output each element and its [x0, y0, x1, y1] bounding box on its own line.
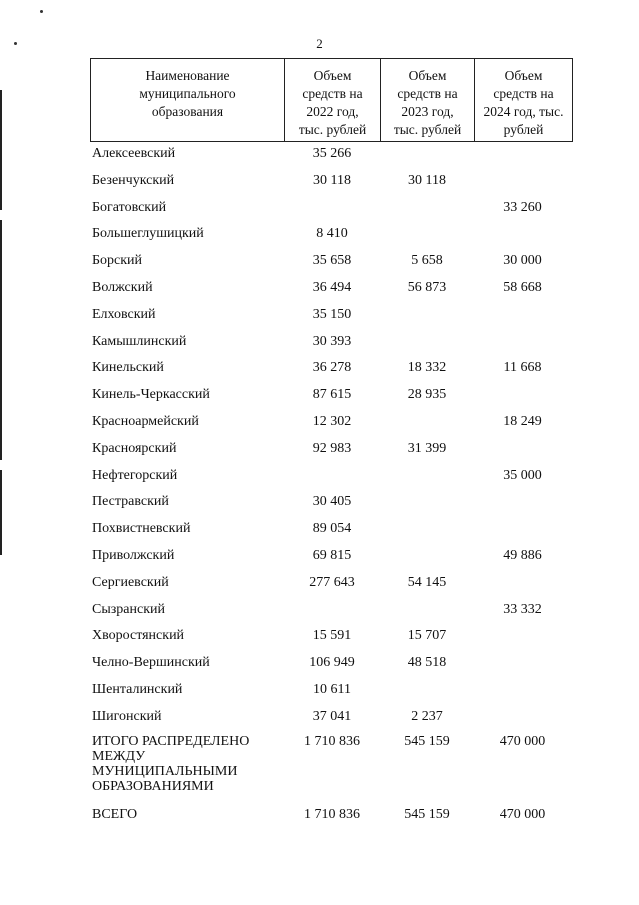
- municipality-name: Кинель-Черкасский: [92, 387, 210, 403]
- value-2024: 58 668: [503, 280, 542, 295]
- value-2022: 35 266: [312, 146, 352, 161]
- municipality-name: Хворостянский: [92, 628, 185, 644]
- value-2024: 18 249: [503, 414, 542, 429]
- municipality-name: Нефтегорский: [92, 467, 178, 483]
- grand-total-2024: 470 000: [499, 807, 546, 822]
- value-2024: 33 260: [503, 199, 542, 215]
- municipality-name: Похвистневский: [92, 521, 191, 537]
- value-2022: 8 410: [316, 226, 348, 242]
- value-2022: 12 302: [312, 414, 352, 429]
- header-name: Наименование муниципального образования: [91, 59, 285, 141]
- table-header: [90, 58, 573, 142]
- value-2022: 92 983: [312, 440, 352, 456]
- header-2024: Объем средств на 2024 год, тыс. рублей: [483, 68, 564, 137]
- value-2022: 36 494: [312, 280, 352, 295]
- table-row: [90, 387, 573, 409]
- value-2023: 2 237: [411, 708, 443, 724]
- scan-margin-line: [0, 470, 2, 555]
- table-row: [90, 414, 573, 436]
- table-row: [90, 441, 573, 463]
- municipality-name: Шенталинский: [92, 682, 183, 697]
- municipality-name: Борский: [92, 253, 143, 269]
- table-row: [90, 655, 573, 677]
- total-distributed-2023: 545 159: [404, 734, 450, 749]
- value-2022: 10 611: [313, 682, 351, 697]
- scan-speck: [40, 10, 43, 13]
- table-row: [90, 280, 573, 302]
- value-2023: 18 332: [407, 360, 447, 376]
- table-row: [90, 200, 573, 222]
- value-2022: 35 658: [312, 253, 352, 269]
- value-2022: 30 118: [313, 172, 351, 188]
- value-2022: 30 393: [312, 333, 352, 349]
- table-row: [90, 628, 573, 650]
- municipality-name: Приволжский: [92, 548, 175, 563]
- municipality-name: Челно-Вершинский: [92, 655, 210, 671]
- total-distributed-label-line: МЕЖДУ: [92, 749, 146, 764]
- municipality-name: Елховский: [92, 306, 156, 322]
- table-row: [90, 468, 573, 490]
- grand-total-row: [90, 807, 573, 829]
- total-distributed-label-line: МУНИЦИПАЛЬНЫМИ: [92, 764, 238, 779]
- value-2023: 15 707: [407, 628, 447, 644]
- grand-total-2023: 545 159: [404, 807, 450, 822]
- value-2023: 48 518: [407, 655, 447, 671]
- value-2024: 35 000: [503, 467, 542, 483]
- municipality-name: Богатовский: [92, 199, 167, 215]
- page-number: 2: [316, 36, 323, 51]
- table-row: [90, 307, 573, 329]
- municipality-name: Красноармейский: [92, 414, 199, 429]
- grand-total-label: ВСЕГО: [92, 807, 138, 822]
- value-2022: 89 054: [312, 521, 352, 537]
- municipality-name: Кинельский: [92, 360, 164, 376]
- municipality-name: Сызранский: [92, 601, 165, 617]
- value-2022: 69 815: [312, 548, 352, 563]
- municipality-name: Шигонский: [92, 708, 162, 724]
- table-row: [90, 575, 573, 597]
- municipality-name: Волжский: [92, 280, 153, 295]
- total-distributed-row: [90, 734, 573, 756]
- table-row: [90, 709, 573, 731]
- value-2023: 28 935: [407, 387, 447, 403]
- table-row: [90, 334, 573, 356]
- value-2022: 30 405: [312, 494, 352, 510]
- scan-margin-line: [0, 220, 2, 460]
- grand-total-2022: 1 710 836: [304, 807, 360, 822]
- table-row: [90, 521, 573, 543]
- municipality-name: Сергиевский: [92, 574, 169, 590]
- value-2022: 37 041: [312, 708, 352, 724]
- total-distributed-label-line: ИТОГО РАСПРЕДЕЛЕНО: [92, 734, 250, 749]
- municipality-name: Камышлинский: [92, 333, 187, 349]
- value-2022: 106 949: [309, 655, 355, 671]
- municipality-name: Пестравский: [92, 494, 169, 510]
- value-2024: 33 332: [503, 601, 542, 617]
- table-row: [90, 682, 573, 704]
- total-distributed-2024: 470 000: [499, 734, 546, 749]
- value-2022: 277 643: [309, 574, 355, 590]
- table-row: [90, 548, 573, 570]
- header-2023: Объем средств на 2023 год, тыс. рублей: [381, 59, 475, 141]
- table-row: [90, 146, 573, 168]
- value-2022: 87 615: [312, 387, 352, 403]
- municipality-name: Красноярский: [92, 440, 177, 456]
- scan-margin-line: [0, 90, 2, 210]
- value-2023: 56 873: [407, 280, 447, 295]
- value-2022: 36 278: [312, 360, 352, 376]
- value-2024: 30 000: [503, 253, 542, 269]
- municipality-name: Алексеевский: [92, 146, 176, 161]
- value-2024: 11 668: [503, 360, 542, 376]
- value-2022: 35 150: [312, 306, 352, 322]
- table-row: [90, 360, 573, 382]
- value-2023: 54 145: [407, 574, 447, 590]
- value-2022: 15 591: [312, 628, 352, 644]
- value-2023: 30 118: [408, 172, 446, 188]
- total-distributed-2022: 1 710 836: [304, 734, 360, 749]
- value-2024: 49 886: [503, 548, 542, 563]
- header-2022: Объем средств на 2022 год, тыс. рублей: [285, 59, 381, 141]
- table-row: [90, 173, 573, 195]
- table-row: [90, 602, 573, 624]
- municipality-name: Безенчукский: [92, 172, 175, 188]
- municipality-name: Большеглушицкий: [92, 226, 204, 242]
- value-2023: 5 658: [411, 253, 443, 269]
- total-distributed-label-line: ОБРАЗОВАНИЯМИ: [92, 779, 214, 794]
- table-row: [90, 226, 573, 248]
- table-row: [90, 494, 573, 516]
- value-2023: 31 399: [407, 440, 447, 456]
- table-row: [90, 253, 573, 275]
